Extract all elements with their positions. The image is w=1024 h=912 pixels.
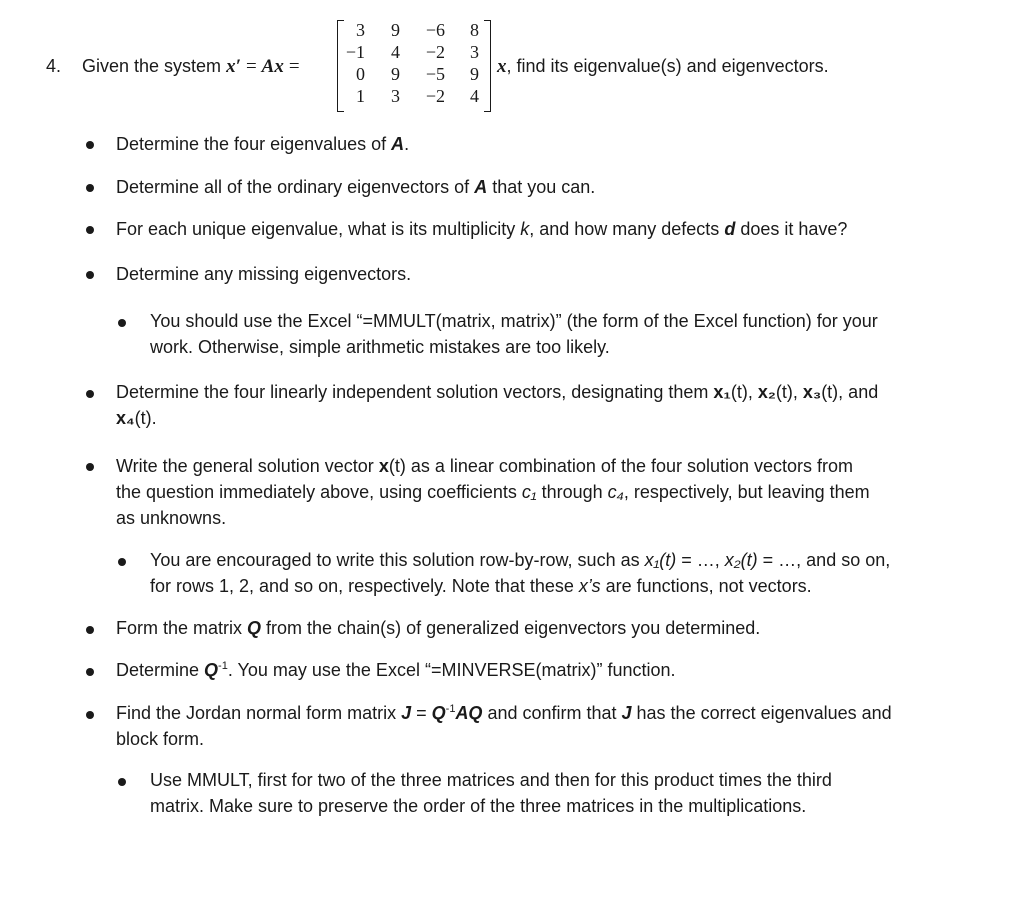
matrix-symbol: A	[474, 177, 488, 197]
bullet-dot	[86, 626, 94, 634]
task-form-q	[116, 615, 976, 641]
d-symbol: d	[724, 219, 736, 239]
x4-symbol: x₄	[116, 408, 135, 428]
text-line: work. Otherwise, simple arithmetic mistakes are too likely.	[150, 337, 610, 357]
x-prime-symbol: x′	[226, 56, 241, 77]
aq-symbol: AQ	[455, 703, 483, 723]
bullet-dot	[86, 271, 94, 279]
text: from the chain(s) of generalized eigenvectors you determined.	[261, 618, 761, 638]
problem-outro	[497, 56, 829, 78]
matrix-cell: 3	[391, 86, 400, 106]
x3-symbol: x₃	[802, 382, 822, 402]
text: For each unique eigenvalue, what is its multiplicity	[116, 219, 521, 239]
k-symbol: k	[520, 219, 530, 239]
text-line: You should use the Excel “=MMULT(matrix, matrix)” (the form of the Excel function) for your	[150, 311, 878, 331]
text: and confirm that	[482, 703, 622, 723]
c1-symbol: c₁	[521, 482, 537, 502]
text: (t),	[730, 382, 758, 402]
text: Determine the four eigenvalues of	[116, 134, 392, 154]
text: , respectively, but leaving them	[623, 482, 870, 502]
text: Form the matrix	[116, 618, 248, 638]
matrix-cell: 1	[356, 86, 365, 106]
bullet-dot	[86, 711, 94, 719]
matrix-cell: 9	[470, 64, 479, 84]
text: Write the general solution vector	[116, 456, 379, 476]
bullet-dot	[118, 319, 126, 327]
matrix-cell: 3	[356, 20, 365, 40]
x2-symbol: x₂	[757, 382, 776, 402]
q-symbol: Q	[204, 660, 219, 680]
ax-symbol: Ax	[261, 56, 284, 77]
bullet-dot	[86, 668, 94, 676]
matrix-cell: −5	[425, 64, 445, 84]
task-multiplicity	[116, 216, 976, 242]
matrix-cell: 3	[470, 42, 479, 62]
note-mmult	[150, 308, 980, 360]
x-symbol: x	[378, 456, 389, 476]
task-missing-eigenvectors: Determine any missing eigenvectors.	[116, 264, 412, 284]
inverse-superscript: -1	[218, 660, 228, 672]
j-symbol: J	[401, 703, 412, 723]
matrix-cell: 8	[470, 20, 479, 40]
text: Determine the four linearly independent solution vectors, designating them	[116, 382, 714, 402]
text: that you can.	[487, 177, 596, 197]
text: through	[536, 482, 608, 502]
bullet-dot	[86, 184, 94, 192]
text: = …, and so on,	[757, 550, 891, 570]
text-line: matrix. Make sure to preserve the order of the three matrices in the multiplications.	[150, 796, 807, 816]
matrix-cell: 0	[356, 64, 365, 84]
bullet-dot	[86, 141, 94, 149]
matrix-cell: −2	[425, 42, 445, 62]
coefficient-matrix	[333, 16, 495, 112]
note-row-by-row	[150, 547, 980, 599]
text: (t) as a linear combination of the four solution vectors from	[388, 456, 854, 476]
text: . You may use the Excel “=MINVERSE(matrix)” function.	[227, 660, 676, 680]
outro-text: , find its eigenvalue(s) and eigenvectors.	[506, 56, 829, 76]
text: for rows 1, 2, and so on, respectively. Note that these	[150, 576, 579, 596]
bullet-dot	[118, 558, 126, 566]
problem-number: 4.	[46, 56, 62, 76]
text: Determine	[116, 660, 205, 680]
bullet-dot	[86, 463, 94, 471]
text: (t), and	[821, 382, 879, 402]
matrix-symbol: A	[391, 134, 405, 154]
text: , and how many defects	[529, 219, 725, 239]
intro-text: Given the system	[82, 56, 222, 76]
text-line: Use MMULT, first for two of the three matrices and then for this product times the third	[150, 770, 832, 790]
xs-symbol: x’s	[578, 576, 601, 596]
text: (t),	[775, 382, 803, 402]
j-symbol: J	[621, 703, 632, 723]
q-symbol: Q	[431, 703, 446, 723]
equals-sign-2: =	[288, 56, 300, 77]
text: does it have?	[735, 219, 848, 239]
x1-symbol: x₁	[713, 382, 731, 402]
task-solution-vectors	[116, 379, 976, 431]
text: has the correct eigenvalues and	[631, 703, 892, 723]
text: (t).	[134, 408, 157, 428]
x2t-symbol: x₂(t)	[724, 550, 758, 570]
c4-symbol: c₄	[607, 482, 624, 502]
matrix-cell: 9	[391, 20, 400, 40]
text: Find the Jordan normal form matrix	[116, 703, 402, 723]
text: the question immediately above, using coefficients	[116, 482, 522, 502]
inverse-superscript: -1	[445, 703, 456, 715]
matrix-cell: −6	[425, 20, 445, 40]
problem-intro	[82, 56, 300, 78]
task-jordan-form	[116, 700, 976, 752]
equals-sign: =	[245, 56, 257, 77]
text-line: as unknowns.	[116, 508, 227, 528]
q-symbol: Q	[247, 618, 262, 638]
matrix-cell: 9	[391, 64, 400, 84]
text: are functions, not vectors.	[600, 576, 812, 596]
text: Determine all of the ordinary eigenvectors of	[116, 177, 475, 197]
text-line: block form.	[116, 729, 205, 749]
text: =	[411, 703, 432, 723]
matrix-cell: 4	[391, 42, 400, 62]
x1t-symbol: x₁(t)	[644, 550, 677, 570]
task-q-inverse	[116, 657, 976, 683]
matrix-cell: −2	[425, 86, 445, 106]
matrix-right-bracket	[484, 20, 491, 112]
note-mmult-order	[150, 767, 980, 819]
text: .	[404, 134, 410, 154]
task-general-solution	[116, 453, 976, 531]
matrix-cell: −1	[345, 42, 365, 62]
text: You are encouraged to write this solution row-by-row, such as	[150, 550, 645, 570]
text: = …,	[676, 550, 725, 570]
task-eigenvalues	[116, 131, 976, 157]
task-ordinary-eigenvectors	[116, 174, 976, 200]
bullet-dot	[118, 778, 126, 786]
matrix-cell: 4	[470, 86, 479, 106]
bullet-dot	[86, 390, 94, 398]
x-symbol: x	[497, 56, 507, 77]
bullet-dot	[86, 226, 94, 234]
